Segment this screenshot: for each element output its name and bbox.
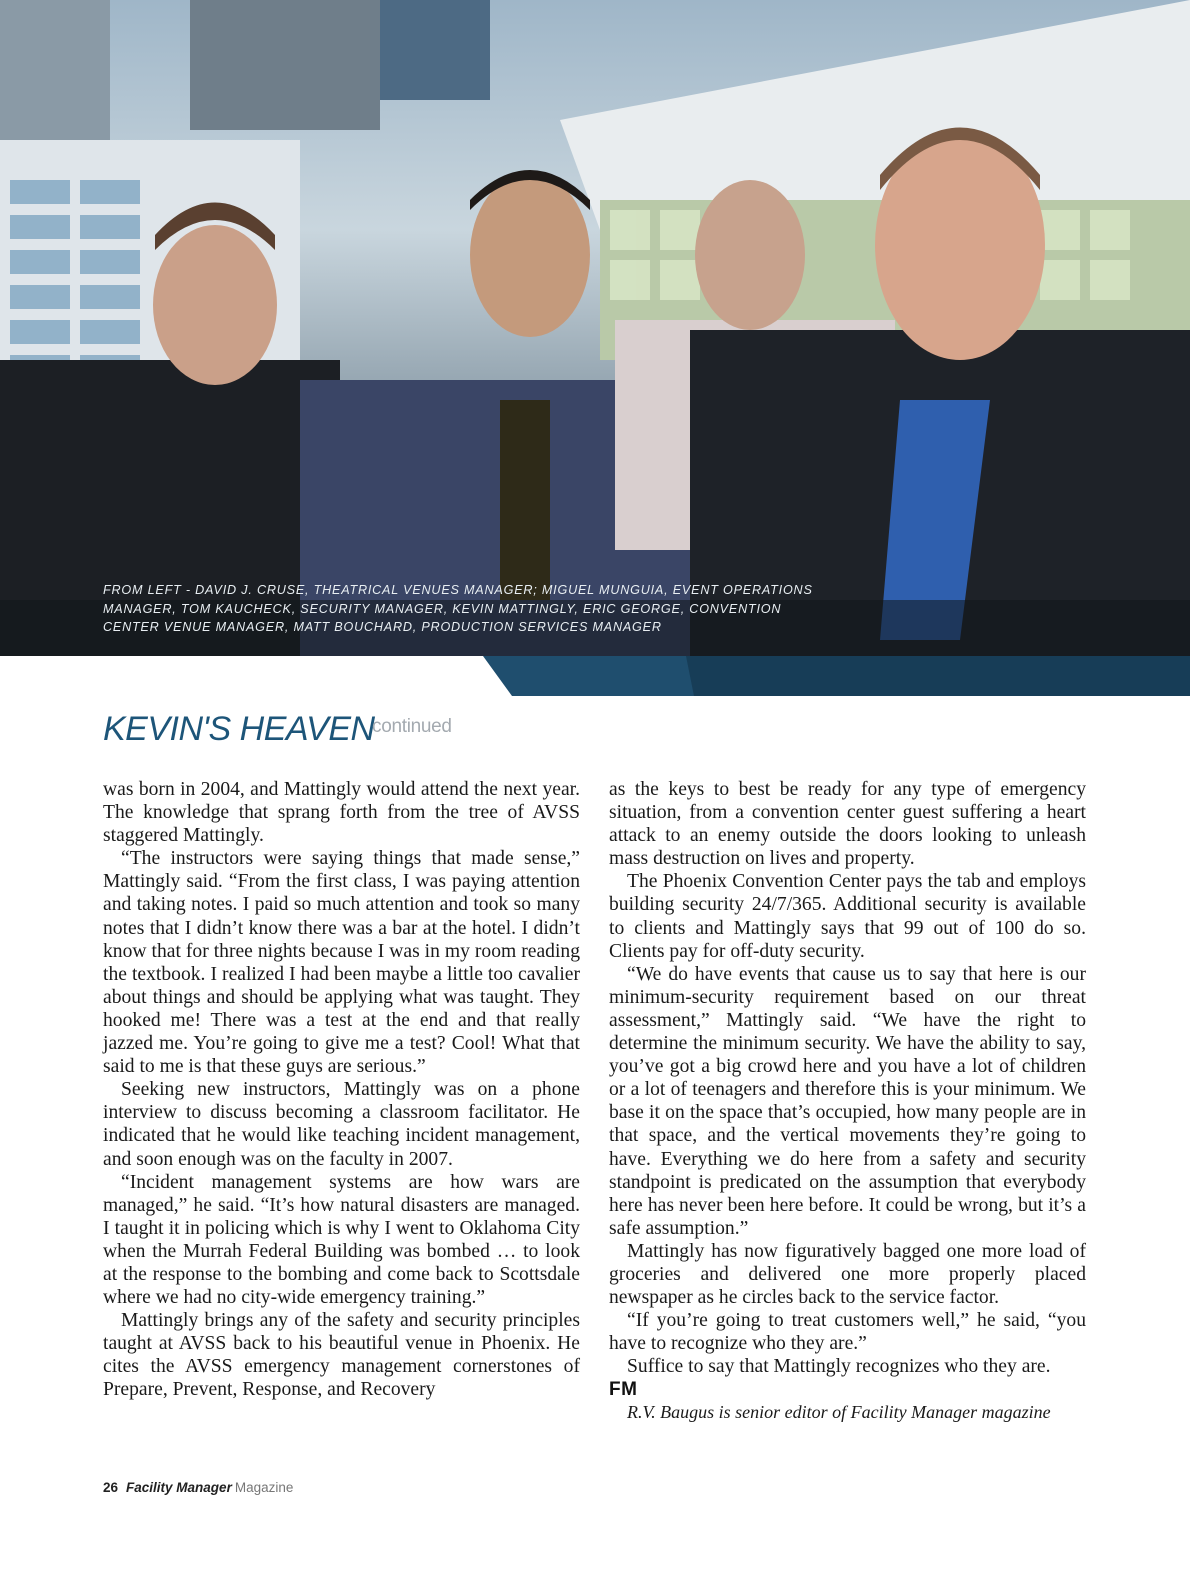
article-headline: KEVIN'S HEAVEN [103,710,375,748]
photo-illustration [0,0,1190,656]
page-number: 26 [103,1480,119,1495]
accent-band [0,656,1190,696]
magazine-word: Magazine [234,1480,294,1495]
paragraph: was born in 2004, and Mattingly would attend the next year. The knowledge that sprang forth from the tree of AVSS staggered Mattingly. [103,779,580,847]
magazine-name: Facility Manager [126,1480,232,1495]
photo-caption: FROM LEFT - DAVID J. CRUSE, THEATRICAL VENUES MANAGER; MIGUEL MUNGUIA, EVENT OPERATIONS MANAGER, TOM KAUCHECK, SECURITY MANAGER, KEVIN MATTINGLY, ERIC GEORGE, CONVENTION CENTER VENUE MANAGER, MATT BOUCHARD, PRODUCTION SERVICES MANAGER [103,583,813,634]
paragraph: “If you’re going to treat customers well,” he said, “you have to recognize who they are.” [609,1310,1086,1355]
end-mark: FM [609,1379,638,1401]
paragraph: as the keys to best be ready for any type of emergency situation, from a convention center guest suffering a heart attack to an enemy outside the doors looking to unleash mass destruction on lives and property. [609,779,1086,870]
paragraph: Suffice to say that Mattingly recognizes who they are. [627,1356,1051,1378]
paragraph: Mattingly brings any of the safety and security principles taught at AVSS back to his beautiful venue in Phoenix. He cites the AVSS emergency management cornerstones of Prepare, Prevent, Response, and Recovery [103,1310,580,1401]
group-portrait-photo [0,0,1190,656]
paragraph: Mattingly has now figuratively bagged one more load of groceries and delivered one more properly placed newspaper as he circles back to the service factor. [609,1240,1086,1309]
continued-label: continued [372,716,452,737]
page-footer [103,1480,293,1495]
author-byline: R.V. Baugus is senior editor of Facility Manager magazine [627,1402,1051,1423]
paragraph: “We do have events that cause us to say that here is our minimum-security requirement based on our threat assessment,” Mattingly said. “We have the right to determine the minimum security. We have the ability to say, you’ve got a big crowd here and you have a lot of children or a lot of teenagers and therefore this is your minimum. We base it on the space that’s occupied, how many people are in that space, and the vertical movements they’re going to have. Everything we do here from a safety and security standpoint is predicated on the assumption that everybody here has never been here before. It could be wrong, but it’s a safe assumption.” [609,963,1086,1239]
paragraph: “Incident management systems are how wars are managed,” he said. “It’s how natural disasters are managed. I taught it in policing which is why I went to Oklahoma City when the Murrah Federal Building was bombed … to look at the response to the bombing and come back to Scottsdale where we had no city-wide emergency training.” [103,1171,580,1309]
paragraph: Seeking new instructors, Mattingly was on a phone interview to discuss becoming a classroom facilitator. He indicated that he would like teaching incident management, and soon enough was on the faculty in 2007. [103,1079,580,1170]
paragraph: “The instructors were saying things that made sense,” Mattingly said. “From the first class, I was paying attention and taking notes. I paid so much attention and took so many notes that I didn’t know there was a bar at the hotel. I didn’t know that for three nights because I was in my room reading the textbook. I realized I had been maybe a little too cavalier about things and should be applying what was taught. They hooked me! There was a test at the end and that really jazzed me. You’re going to give me a test? Cool! What that said to me is that these guys are serious.” [103,848,580,1078]
article-column-left [103,778,580,1402]
paragraph: The Phoenix Convention Center pays the tab and employs building security 24/7/365. Additional security is available to clients and Mattingly says that 99 out of 100 do so. Clients pay for off-duty security. [609,871,1086,962]
article-column-right [609,778,1086,1423]
